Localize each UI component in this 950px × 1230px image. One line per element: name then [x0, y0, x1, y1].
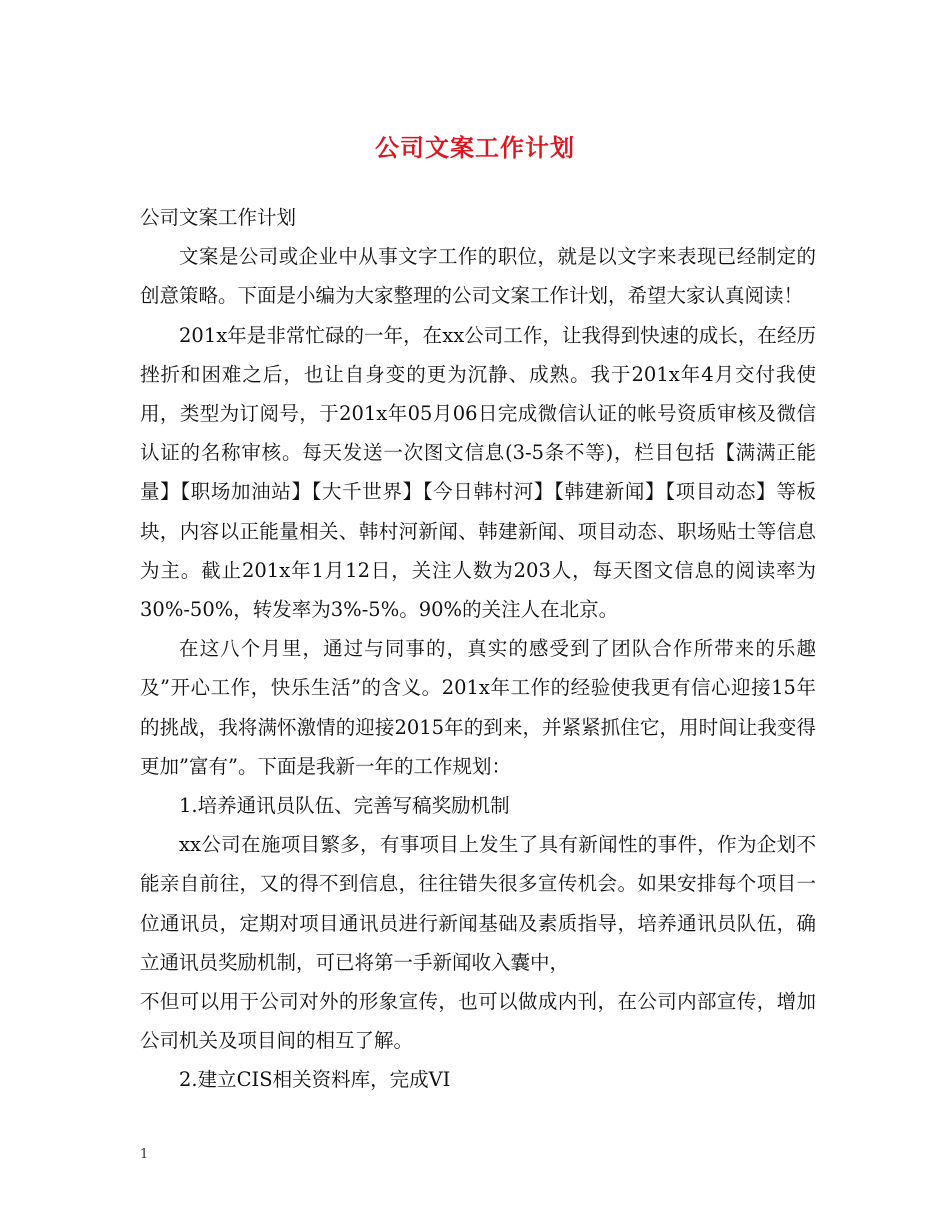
document-body [140, 198, 816, 1100]
section-heading-1: 1.培养通讯员队伍、完善写稿奖励机制 [179, 794, 510, 818]
document-subtitle: 公司文案工作计划 [140, 206, 297, 229]
page-number: 1 [140, 1147, 149, 1162]
paragraph-summary: 201x年是非常忙碌的一年，在xx公司工作，让我得到快速的成长，在经历挫折和困难之后，也让自身变的更为沉静、成熟。我于201x年4月交付我使用，类型为订阅号，于201x年05月06日完成微信认证的帐号资质审核及微信认证的名称审核。每天发送一次图文信息(3-5条不等)，栏目包括【满满正能量】【职场加油站】【大千世界】【今日韩村河】【韩建新闻】【项目动态】等板块，内容以正能量相关、韩村河新闻、韩建新闻、项目动态、职场贴士等信息为主。截止201x年1月12日，关注人数为203人，每天图文信息的阅读率为30%-50%，转发率为3%-5%。90%的关注人在北京。 [140, 323, 816, 622]
paragraph-intro: 文案是公司或企业中从事文字工作的职位，就是以文字来表现已经制定的创意策略。下面是小编为大家整理的公司文案工作计划，希望大家认真阅读！ [140, 245, 816, 308]
document-title: 公司文案工作计划 [375, 133, 575, 162]
paragraph-section-1-continued: 不但可以用于公司对外的形象宣传，也可以做成内刊，在公司内部宣传，增加公司机关及项目间的相互了解。 [140, 990, 816, 1053]
paragraph-section-1: xx公司在施项目繁多，有事项目上发生了具有新闻性的事件，作为企划不能亲自前往，又的得不到信息，往往错失很多宣传机会。如果安排每个项目一位通讯员，定期对项目通讯员进行新闻基础及素质指导，培养通讯员队伍，确立通讯员奖励机制，可已将第一手新闻收入囊中， [140, 833, 816, 974]
section-heading-2: 2.建立CIS相关资料库，完成VI [179, 1068, 451, 1092]
paragraph-reflection: 在这八个月里，通过与同事的，真实的感受到了团队合作所带来的乐趣及”开心工作，快乐生活”的含义。201x年工作的经验使我更有信心迎接15年的挑战，我将满怀激情的迎接2015年的到来，并紧紧抓住它，用时间让我变得更加”富有”。下面是我新一年的工作规划： [140, 637, 816, 778]
